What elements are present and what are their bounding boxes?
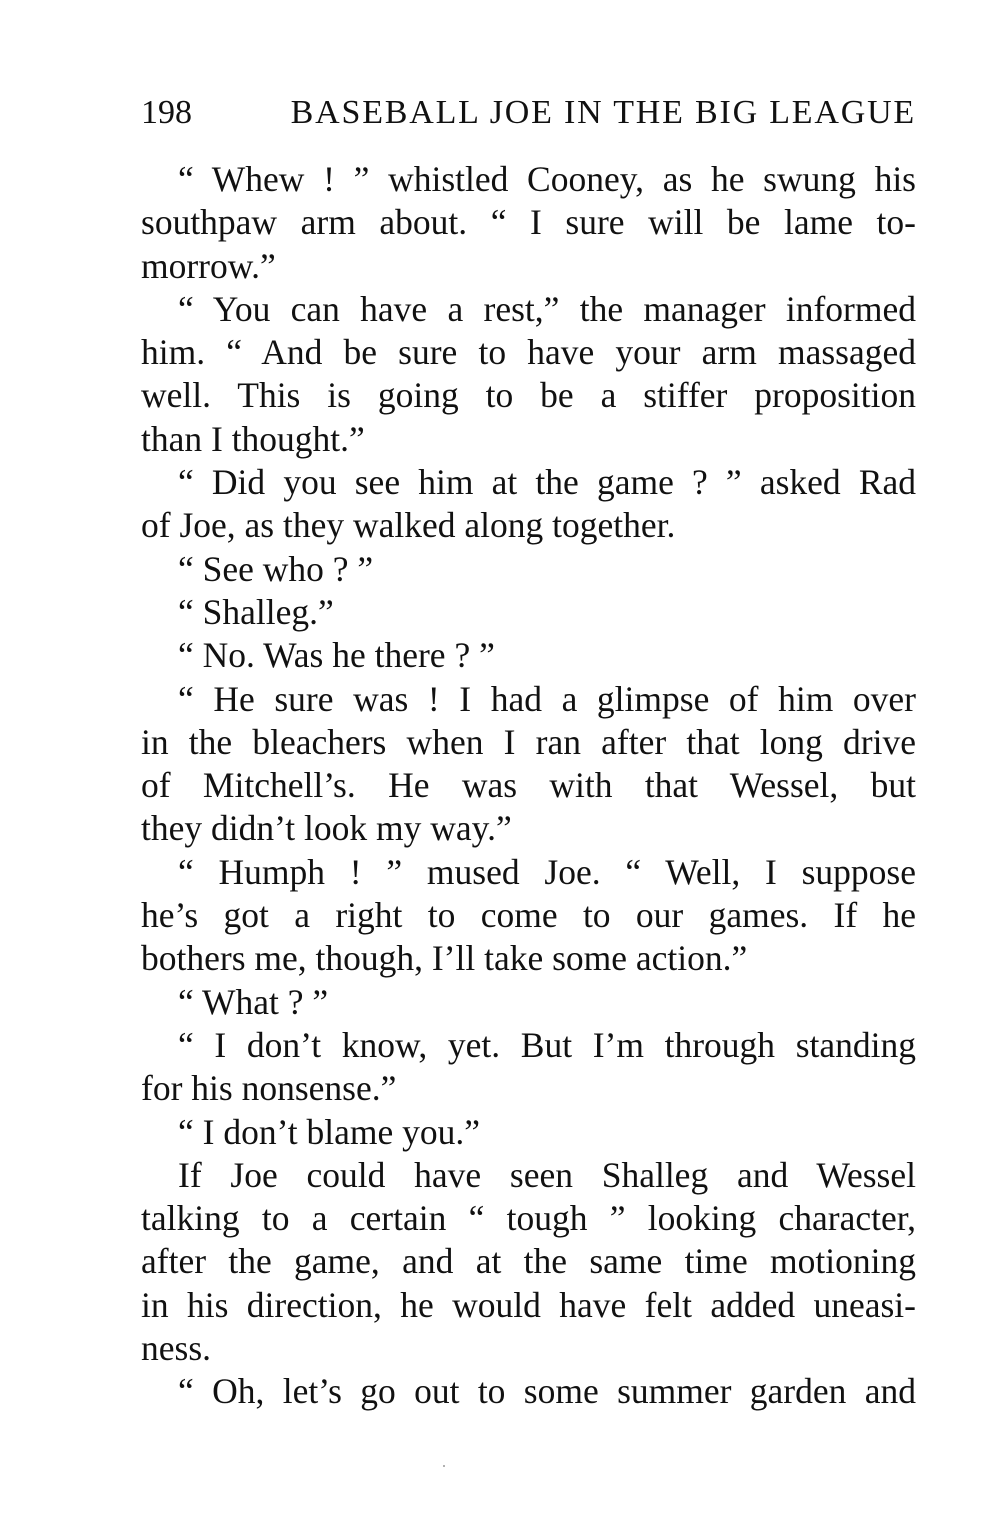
text-line: after the game, and at the same time motioning bbox=[141, 1241, 916, 1282]
text-line: “ No. Was he there ? ” bbox=[178, 635, 495, 676]
text-line: of Mitchell’s. He was with that Wessel, but bbox=[141, 765, 916, 806]
text-line: “ I don’t blame you.” bbox=[178, 1111, 480, 1152]
text-line: than I thought.” bbox=[141, 418, 365, 459]
text-line: he’s got a right to come to our games. If he bbox=[141, 895, 916, 936]
page-number: 198 bbox=[141, 94, 192, 131]
running-head bbox=[141, 88, 916, 138]
body-text bbox=[141, 158, 916, 1414]
text-line: bothers me, though, I’ll take some action.” bbox=[141, 938, 748, 979]
text-line: “ He sure was ! I had a glimpse of him over bbox=[178, 678, 916, 719]
paper-speck bbox=[443, 1465, 445, 1467]
text-line: “ Shalleg.” bbox=[178, 591, 334, 632]
running-title: BASEBALL JOE IN THE BIG LEAGUE bbox=[290, 94, 916, 131]
book-page bbox=[141, 88, 916, 1414]
text-line: morrow.” bbox=[141, 245, 276, 286]
text-line: “ I don’t know, yet. But I’m through standing bbox=[178, 1024, 916, 1065]
text-line: “ Oh, let’s go out to some summer garden and bbox=[178, 1371, 916, 1412]
text-line: ness. bbox=[141, 1328, 212, 1369]
text-line: southpaw arm about. “ I sure will be lame to- bbox=[141, 202, 916, 243]
text-line: “ See who ? ” bbox=[178, 548, 374, 589]
text-line: “ Humph ! ” mused Joe. “ Well, I suppose bbox=[178, 851, 916, 892]
text-line: “ What ? ” bbox=[178, 981, 329, 1022]
text-line: talking to a certain “ tough ” looking character, bbox=[141, 1198, 916, 1239]
text-line: well. This is going to be a stiffer proposition bbox=[141, 375, 916, 416]
text-line: in his direction, he would have felt added uneasi- bbox=[141, 1284, 916, 1325]
text-line: “ You can have a rest,” the manager informed bbox=[178, 288, 916, 329]
text-line: they didn’t look my way.” bbox=[141, 808, 512, 849]
text-line: in the bleachers when I ran after that long drive bbox=[141, 721, 916, 762]
text-line: for his nonsense.” bbox=[141, 1068, 397, 1109]
text-line: “ Whew ! ” whistled Cooney, as he swung his bbox=[178, 159, 916, 199]
text-line: If Joe could have seen Shalleg and Wessel bbox=[178, 1154, 916, 1195]
text-line: him. “ And be sure to have your arm massaged bbox=[141, 332, 916, 373]
text-line: of Joe, as they walked along together. bbox=[141, 505, 676, 546]
text-line: “ Did you see him at the game ? ” asked Rad bbox=[178, 462, 916, 503]
